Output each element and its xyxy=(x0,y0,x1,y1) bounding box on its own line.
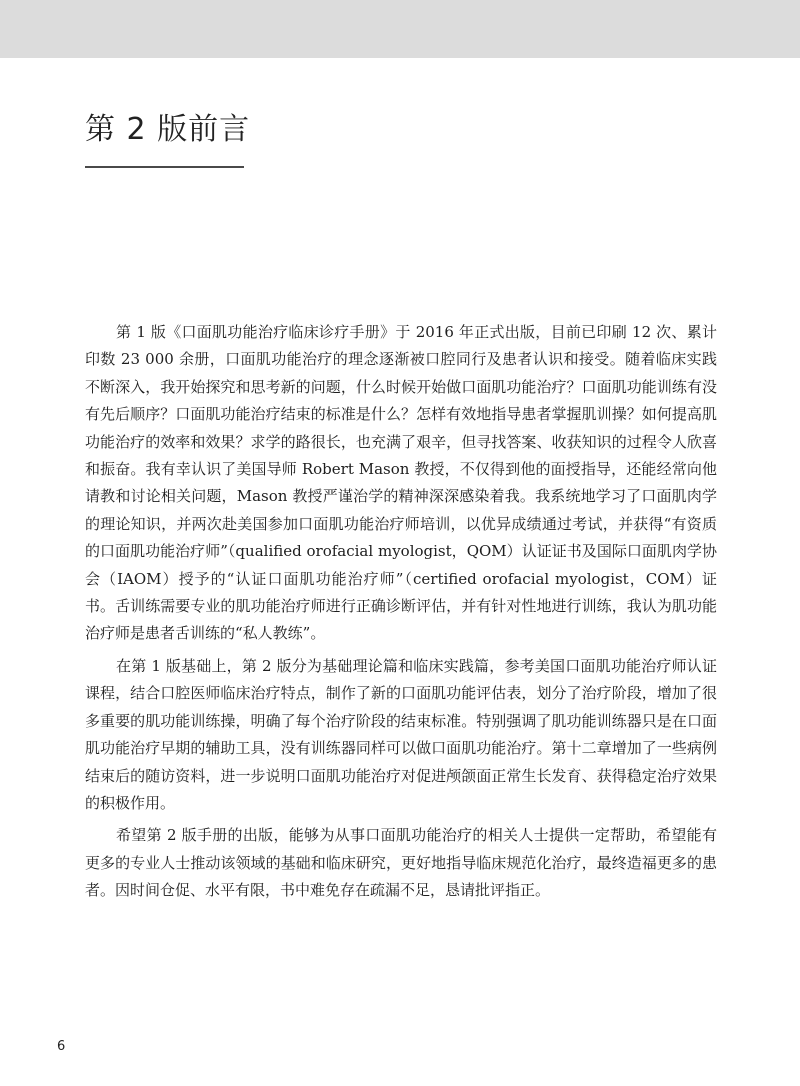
paragraph-3: 希望第 2 版手册的出版，能够为从事口面肌功能治疗的相关人士提供一定帮助，希望能有更多的专业人士推动该领域的基础和临床研究，更好地指导临床规范化治疗，最终造福更多的患者。因时间仓促、水平有限，书中难免存在疏漏不足，恳请批评指正。 xyxy=(85,826,717,900)
page-title: 第 2 版前言 xyxy=(85,112,251,147)
paragraph-2: 在第 1 版基础上，第 2 版分为基础理论篇和临床实践篇，参考美国口面肌功能治疗师认证课程，结合口腔医师临床治疗特点，制作了新的口面肌功能评估表，划分了治疗阶段，增加了很多重要的肌功能训练操，明确了每个治疗阶段的结束标准。特别强调了肌功能训练器只是在口面肌功能治疗早期的辅助工具，没有训练器同样可以做口面肌功能治疗。第十二章增加了一些病例结束后的随访资料，进一步说明口面肌功能治疗对促进颅颌面正常生长发育、获得稳定治疗效果的积极作用。 xyxy=(85,656,717,812)
header-band xyxy=(0,0,800,58)
page-number: 6 xyxy=(57,1039,66,1054)
preface-body xyxy=(85,319,717,910)
paragraph-1: 第 1 版《口面肌功能治疗临床诊疗手册》于 2016 年正式出版，目前已印刷 12 次、累计印数 23 000 余册，口面肌功能治疗的理念逐渐被口腔同行及患者认识和接受。随着临床实践不断深入，我开始探究和思考新的问题，什么时候开始做口面肌功能治疗？口面肌功能训练有没有先后顺序？口面肌功能治疗结束的标准是什么？怎样有效地指导患者掌握肌训操？如何提高肌功能治疗的效率和效果？求学的路很长，也充满了艰辛，但寻找答案、收获知识的过程令人欣喜和振奋。我有幸认识了美国导师 Robert Mason 教授，不仅得到他的面授指导，还能经常向他请教和讨论相关问题，Mason 教授严谨治学的精神深深感染着我。我系统地学习了口面肌肉学的理论知识，并两次赴美国参加口面肌功能治疗师培训，以优异成绩通过考试，并获得“有资质的口面肌功能治疗师”（qualified orofacial myologist，QOM）认证证书及国际口面肌肉学协会（IAOM）授予的“认证口面肌功能治疗师”（certified orofacial myologist，COM）证书。舌训练需要专业的肌功能治疗师进行正确诊断评估，并有针对性地进行训练，我认为肌功能治疗师是患者舌训练的“私人教练”。 xyxy=(85,323,717,643)
title-underline xyxy=(85,166,244,168)
